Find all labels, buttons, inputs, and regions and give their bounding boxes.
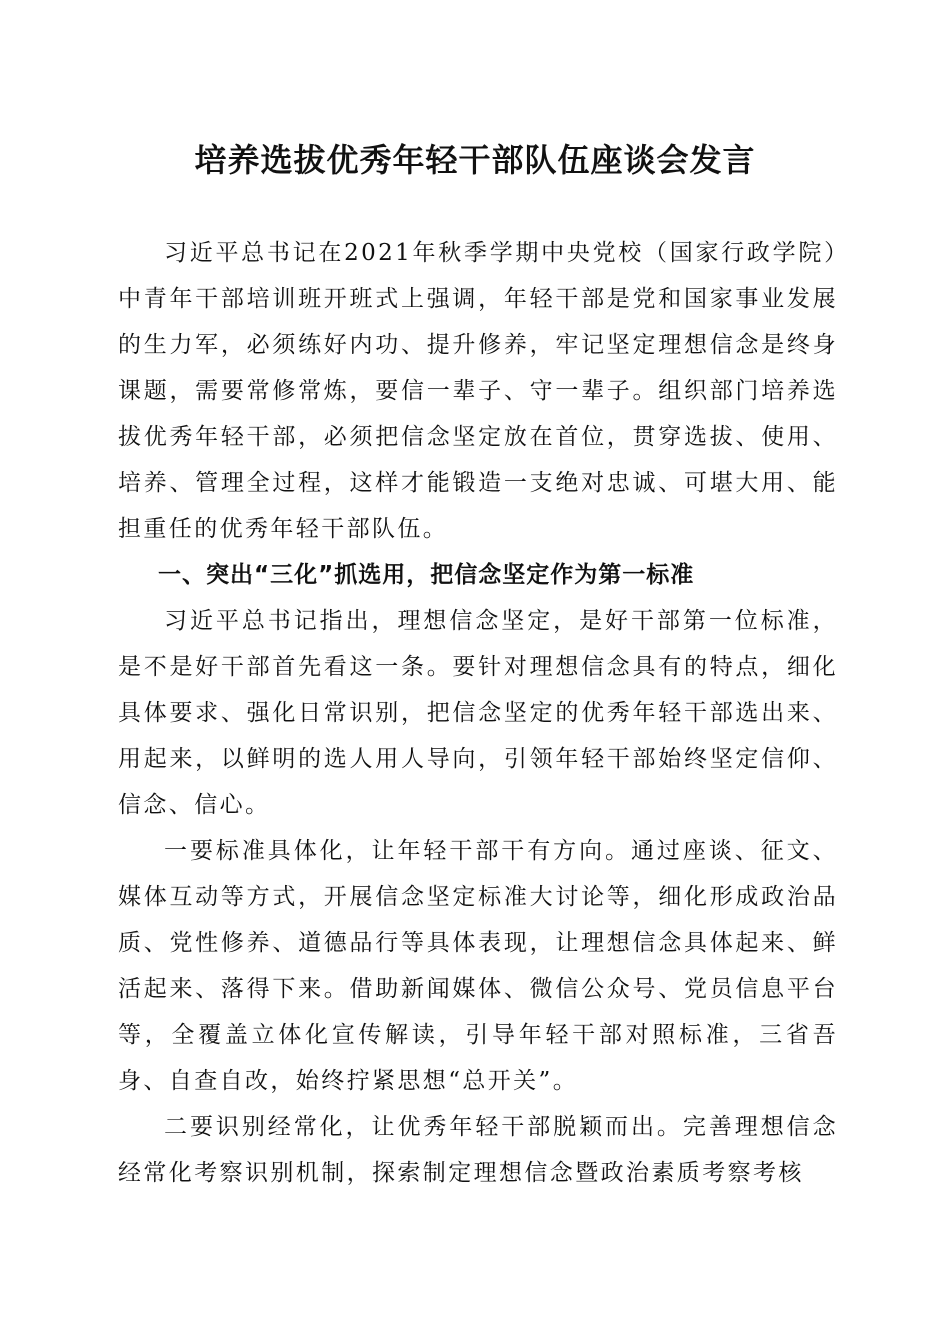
document-title: 培养选拔优秀年轻干部队伍座谈会发言 [194, 141, 756, 179]
document-body [118, 230, 838, 1196]
intro-paragraph: 习近平总书记在2021年秋季学期中央党校（国家行政学院）中青年干部培训班开班式上强调，年轻干部是党和国家事业发展的生力军，必须练好内功、提升修养，牢记坚定理想信念是终身课题，需要常修常炼，要信一辈子、守一辈子。组织部门培养选拔优秀年轻干部，必须把信念坚定放在首位，贯穿选拔、使用、培养、管理全过程，这样才能锻造一支绝对忠诚、可堪大用、能担重任的优秀年轻干部队伍。 [118, 240, 838, 542]
section1-paragraph-1: 习近平总书记指出，理想信念坚定，是好干部第一位标准，是不是好干部首先看这一条。要针对理想信念具有的特点，细化具体要求、强化日常识别，把信念坚定的优秀年轻干部选出来、用起来，以鲜明的选人用人导向，引领年轻干部始终坚定信仰、信念、信心。 [118, 608, 838, 818]
section1-paragraph-3: 二要识别经常化，让优秀年轻干部脱颖而出。完善理想信念经常化考察识别机制，探索制定理想信念暨政治素质考察考核 [118, 1114, 838, 1186]
section-heading-1: 一、突出“三化”抓选用，把信念坚定作为第一标准 [158, 562, 695, 588]
section1-paragraph-2: 一要标准具体化，让年轻干部干有方向。通过座谈、征文、媒体互动等方式，开展信念坚定标准大讨论等，细化形成政治品质、党性修养、道德品行等具体表现，让理想信念具体起来、鲜活起来、落得下来。借助新闻媒体、微信公众号、党员信息平台等，全覆盖立体化宣传解读，引导年轻干部对照标准，三省吾身、自查自改，始终拧紧思想“总开关”。 [118, 838, 838, 1094]
